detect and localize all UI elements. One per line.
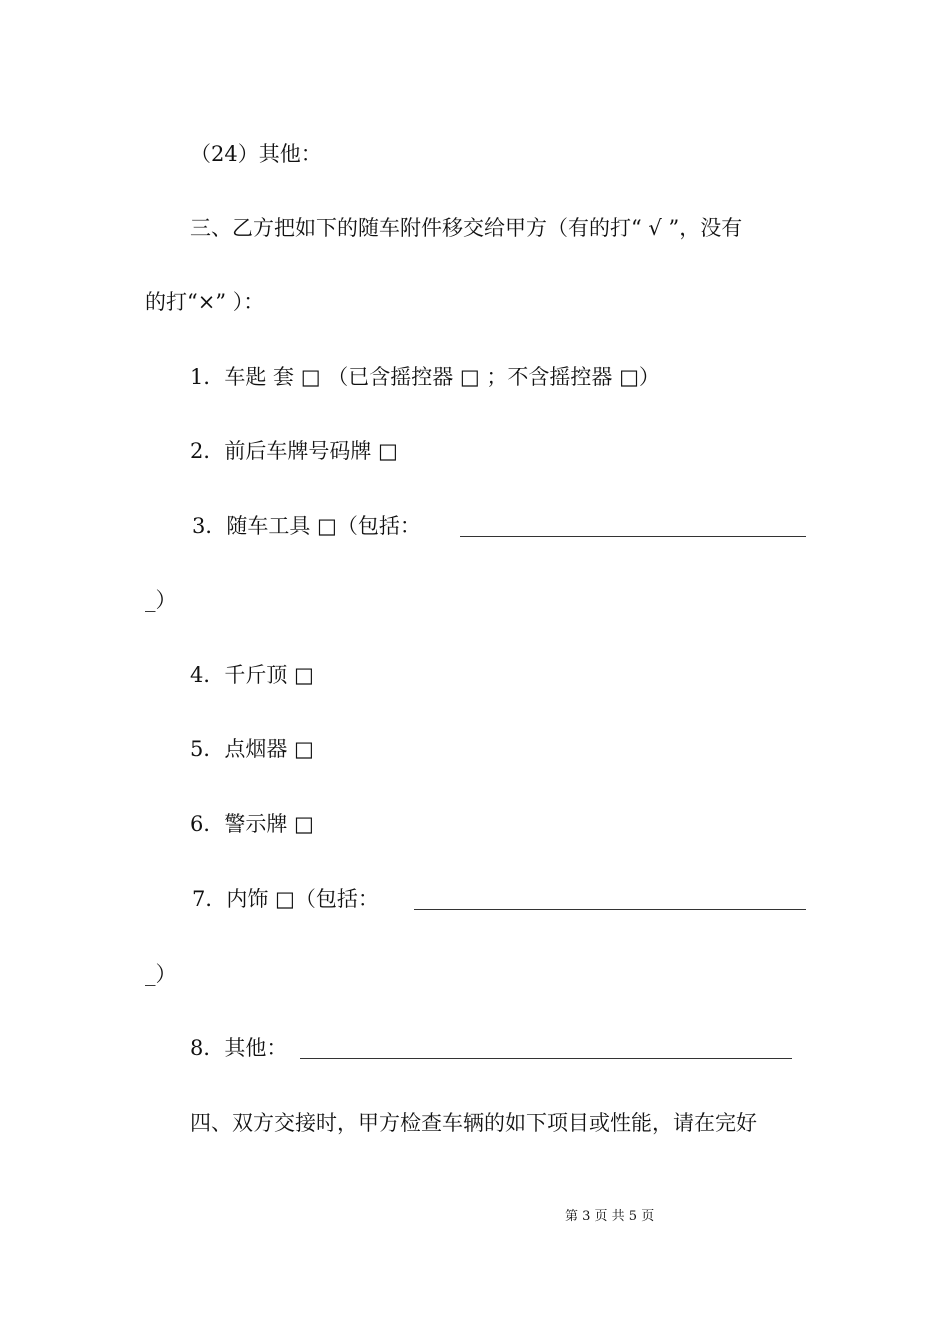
item-7-fill-line	[414, 909, 806, 910]
item-3-fill-line	[460, 536, 806, 537]
item-7-interior: 7．内饰 □（包括：	[192, 887, 379, 911]
item-3-tools: 3．随车工具 □（包括：	[192, 514, 421, 538]
item-4-jack: 4．千斤顶 □	[190, 663, 314, 687]
item-8-fill-line	[300, 1058, 792, 1059]
item-24-other: （24）其他：	[190, 142, 322, 166]
section-3-heading: 三、乙方把如下的随车附件移交给甲方（有的打“ √ ”，没有	[190, 216, 743, 240]
section-4-heading: 四、双方交接时，甲方检查车辆的如下项目或性能，请在完好	[190, 1111, 757, 1135]
item-1-keys: 1．车匙 套 □ （已含摇控器 □ ；不含摇控器 □）	[190, 365, 660, 389]
item-6-warning-sign: 6．警示牌 □	[190, 812, 314, 836]
item-7-close: _）	[145, 962, 177, 986]
item-5-lighter: 5．点烟器 □	[190, 737, 314, 761]
item-2-plates: 2．前后车牌号码牌 □	[190, 439, 398, 463]
item-8-other: 8．其他：	[190, 1036, 288, 1060]
page-number-footer: 第 3 页 共 5 页	[565, 1209, 655, 1224]
item-3-close: _）	[145, 588, 177, 612]
section-3-heading-cont: 的打“×” ）：	[145, 290, 265, 314]
